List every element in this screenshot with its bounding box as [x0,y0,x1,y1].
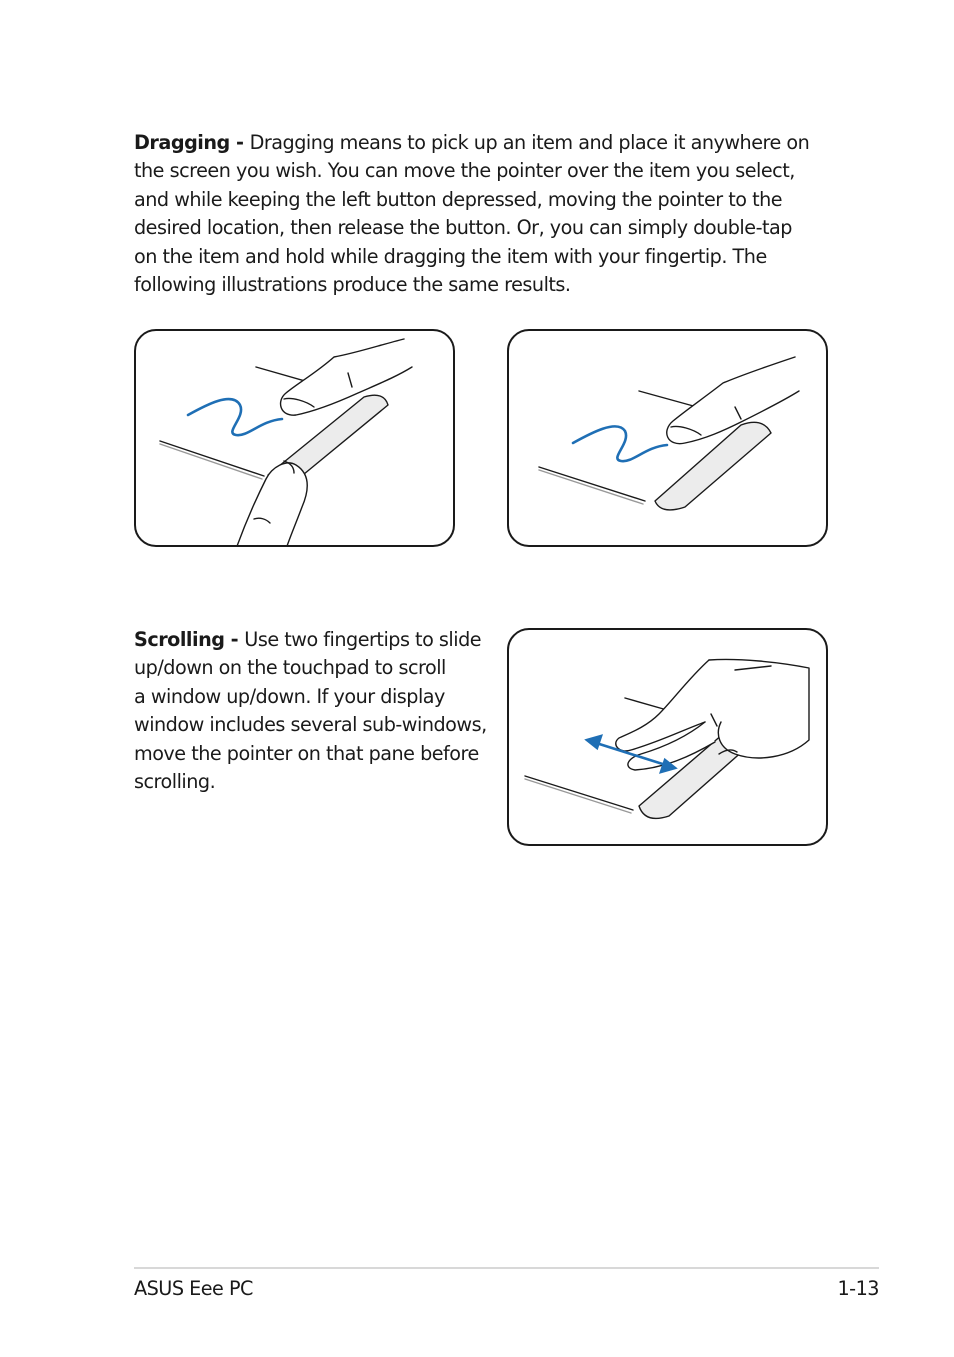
touchpad-bottom-edge [525,776,633,810]
scrolling-line: scrolling. [134,770,216,794]
scrolling-line: move the pointer on that pane before [134,741,479,765]
scrolling-line: window includes several sub-windows, [134,713,487,737]
scrolling-line: up/down on the touchpad to scroll [134,656,446,680]
drag-single-finger-illustration [507,329,828,547]
dragging-line: and while keeping the left button depressed, moving the pointer to the [134,187,783,211]
finger-bottom [236,463,307,547]
drag-path-curve [573,426,667,461]
touchpad-bottom-edge [160,441,264,476]
dragging-line: on the item and hold while dragging the item with your fingertip. The [134,244,767,268]
drag-path-curve [188,399,282,435]
drag-with-button-drawing [136,331,455,547]
two-finger-scroll-drawing [509,630,828,846]
footer-product-name: ASUS Eee PC [134,1277,253,1300]
touchpad-top-edge [625,698,667,710]
touchpad-top-edge [639,391,697,407]
finger-top [281,339,412,415]
dragging-paragraph [134,129,834,299]
dragging-line: Dragging means to pick up an item and place it anywhere on [249,131,810,154]
finger [667,357,799,444]
scrolling-paragraph [134,626,509,796]
drag-with-button-illustration [134,329,455,547]
footer-page-number: 1-13 [837,1277,879,1300]
scrolling-line: a window up/down. If your display [134,684,445,708]
touchpad-bottom-edge [539,467,645,501]
footer-divider [134,1267,879,1269]
dragging-line: the screen you wish. You can move the pointer over the item you select, [134,159,795,183]
scrolling-heading: Scrolling - [134,628,245,651]
dragging-line: following illustrations produce the same results. [134,273,571,297]
dragging-line: desired location, then release the button. Or, you can simply double-tap [134,216,792,240]
dragging-heading: Dragging - [134,131,250,154]
hand [709,659,809,757]
scrolling-line: Use two fingertips to slide [244,628,482,651]
drag-single-finger-drawing [509,331,828,547]
two-finger-scroll-illustration [507,628,828,846]
